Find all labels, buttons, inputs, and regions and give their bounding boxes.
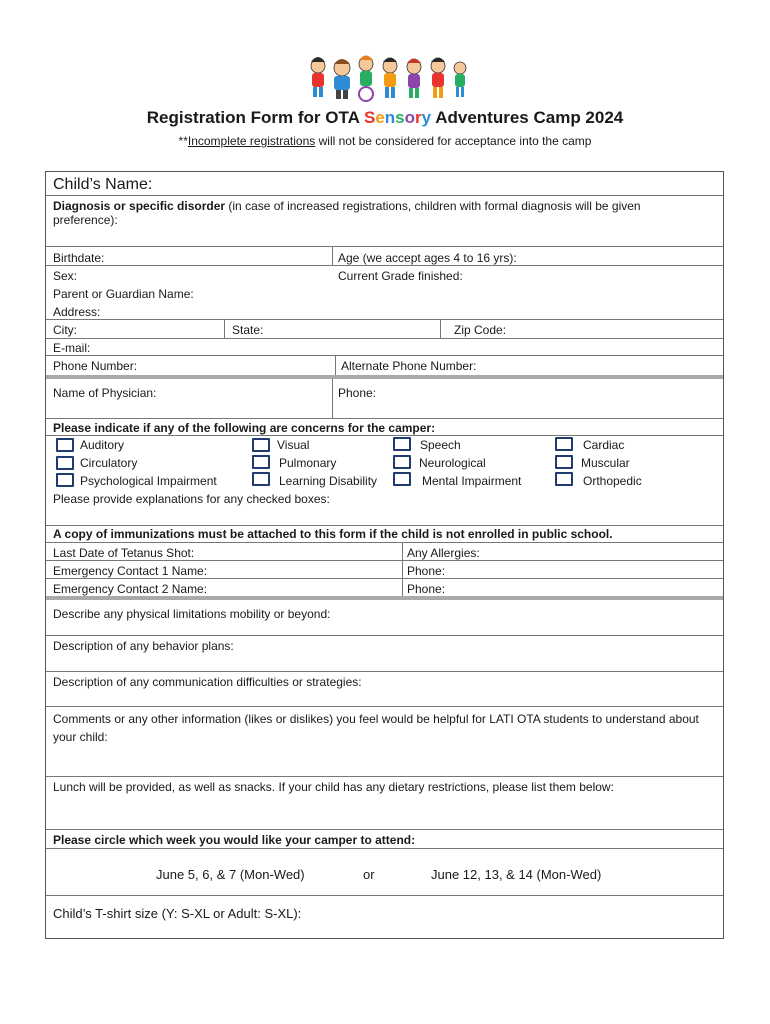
physician-phone-field[interactable]: Phone: — [338, 386, 377, 400]
immunization-note: A copy of immunizations must be attached to this form if the child is not enrolled in public school. — [53, 527, 613, 541]
contact1-field[interactable]: Emergency Contact 1 Name: — [53, 564, 208, 578]
mental-impairment-checkbox[interactable] — [393, 472, 411, 486]
divider — [46, 525, 723, 526]
divider — [46, 895, 723, 896]
speech-checkbox[interactable] — [393, 437, 411, 451]
zip-field[interactable]: Zip Code: — [454, 323, 507, 337]
brand-letter: s — [395, 108, 405, 127]
divider — [46, 319, 723, 320]
cardiac-checkbox[interactable] — [555, 437, 573, 451]
divider — [46, 355, 723, 356]
contact2-field[interactable]: Emergency Contact 2 Name: — [53, 582, 208, 596]
tshirt-size-field[interactable]: Child’s T-shirt size (Y: S-XL or Adult: S-XL): — [53, 906, 302, 921]
physician-field[interactable]: Name of Physician: — [53, 386, 157, 400]
divider — [46, 542, 723, 543]
visual-checkbox[interactable] — [252, 438, 270, 452]
behavior-plans-field[interactable]: Description of any behavior plans: — [53, 639, 234, 653]
kid-figure-2 — [334, 59, 350, 99]
brand-letter: r — [415, 108, 422, 127]
phone-field[interactable]: Phone Number: — [53, 359, 138, 373]
week-or-label: or — [363, 867, 375, 882]
sex-field[interactable]: Sex: — [53, 269, 78, 283]
pulmonary-label: Pulmonary — [279, 456, 337, 470]
form-title — [0, 108, 770, 128]
divider — [402, 542, 403, 596]
divider — [46, 578, 723, 579]
tetanus-field[interactable]: Last Date of Tetanus Shot: — [53, 546, 195, 560]
birthdate-field[interactable]: Birthdate: — [53, 251, 105, 265]
divider — [440, 319, 441, 338]
concerns-heading: Please indicate if any of the following are concerns for the camper: — [53, 421, 436, 435]
child-name-label[interactable]: Child’s Name: — [53, 176, 153, 193]
muscular-label: Muscular — [581, 456, 630, 470]
age-field[interactable]: Age (we accept ages 4 to 16 yrs): — [338, 251, 517, 265]
divider — [46, 706, 723, 707]
divider — [46, 776, 723, 777]
kid-figure-6 — [431, 58, 445, 99]
brand-letter: n — [384, 108, 396, 127]
pulmonary-checkbox[interactable] — [252, 455, 270, 469]
divider — [46, 195, 723, 196]
registration-form — [45, 171, 724, 939]
divider — [46, 265, 723, 266]
allergies-field[interactable]: Any Allergies: — [407, 546, 480, 560]
learning-disability-checkbox[interactable] — [252, 472, 270, 486]
speech-label: Speech — [420, 438, 461, 452]
neurological-label: Neurological — [419, 456, 486, 470]
state-field[interactable]: State: — [232, 323, 264, 337]
notice-underlined: Incomplete registrations — [187, 134, 316, 148]
neurological-checkbox[interactable] — [393, 455, 411, 469]
orthopedic-label: Orthopedic — [583, 474, 642, 488]
brand-letter: o — [404, 108, 416, 127]
muscular-checkbox[interactable] — [555, 455, 573, 469]
dietary-field[interactable]: Lunch will be provided, as well as snacks. If your child has any dietary restrictions, please list them below: — [53, 780, 614, 794]
week-option-2[interactable]: June 12, 13, & 14 (Mon-Wed) — [431, 867, 602, 882]
divider — [335, 355, 336, 375]
notice-prefix: ** — [178, 134, 188, 148]
diagnosis-field[interactable] — [53, 199, 693, 227]
physical-limitations-field[interactable]: Describe any physical limitations mobility or beyond: — [53, 607, 331, 621]
psychological-label: Psychological Impairment — [80, 474, 217, 488]
diagnosis-rest: (in case of increased registrations, children with formal diagnosis will be given preference): — [53, 199, 641, 227]
kid-figure-3 — [359, 56, 373, 102]
city-field[interactable]: City: — [53, 323, 77, 337]
divider — [46, 671, 723, 672]
learning-disability-label: Learning Disability — [279, 474, 378, 488]
kid-figure-4 — [383, 58, 397, 99]
title-suffix: Adventures Camp 2024 — [435, 108, 624, 127]
kid-figure-7 — [454, 62, 466, 97]
divider — [46, 848, 723, 849]
title-brand — [364, 108, 431, 127]
circulatory-checkbox[interactable] — [56, 456, 74, 470]
divider — [46, 560, 723, 561]
visual-label: Visual — [277, 438, 310, 452]
brand-letter: e — [375, 108, 385, 127]
alt-phone-field[interactable]: Alternate Phone Number: — [341, 359, 477, 373]
divider — [46, 246, 723, 247]
kid-figure-5 — [407, 59, 421, 99]
divider — [46, 435, 723, 436]
diagnosis-bold: Diagnosis or specific disorder — [53, 199, 226, 213]
grade-field[interactable]: Current Grade finished: — [338, 269, 463, 283]
auditory-label: Auditory — [80, 438, 125, 452]
communication-field[interactable]: Description of any communication difficulties or strategies: — [53, 675, 362, 689]
mental-impairment-label: Mental Impairment — [422, 474, 522, 488]
comments-field[interactable]: Comments or any other information (likes or dislikes) you feel would be helpful for LATI OTA students to understand about your child: — [53, 712, 699, 744]
psychological-checkbox[interactable] — [56, 473, 74, 487]
divider — [46, 829, 723, 830]
contact2-phone-field[interactable]: Phone: — [407, 582, 446, 596]
title-prefix: Registration Form for OTA — [146, 108, 360, 127]
section-divider — [46, 375, 723, 379]
divider — [46, 418, 723, 419]
divider — [332, 379, 333, 418]
brand-letter: S — [363, 108, 376, 127]
divider — [224, 319, 225, 338]
guardian-field[interactable]: Parent or Guardian Name: — [53, 287, 194, 301]
brand-letter: y — [421, 108, 432, 127]
kid-figure-1 — [311, 57, 325, 97]
divider — [332, 246, 333, 265]
week-option-1[interactable]: June 5, 6, & 7 (Mon-Wed) — [156, 867, 305, 882]
explanations-field[interactable]: Please provide explanations for any checked boxes: — [53, 492, 330, 506]
address-field[interactable]: Address: — [53, 305, 101, 319]
contact1-phone-field[interactable]: Phone: — [407, 564, 446, 578]
week-heading: Please circle which week you would like your camper to attend: — [53, 833, 416, 847]
orthopedic-checkbox[interactable] — [555, 472, 573, 486]
camp-kids-logo — [300, 52, 470, 104]
notice-rest: will not be considered for acceptance into the camp — [315, 134, 592, 148]
divider — [46, 635, 723, 636]
divider — [46, 338, 723, 339]
auditory-checkbox[interactable] — [56, 438, 74, 452]
section-divider — [46, 596, 723, 600]
incomplete-notice — [0, 134, 770, 148]
email-field[interactable]: E-mail: — [53, 341, 91, 355]
circulatory-label: Circulatory — [80, 456, 138, 470]
cardiac-label: Cardiac — [583, 438, 625, 452]
